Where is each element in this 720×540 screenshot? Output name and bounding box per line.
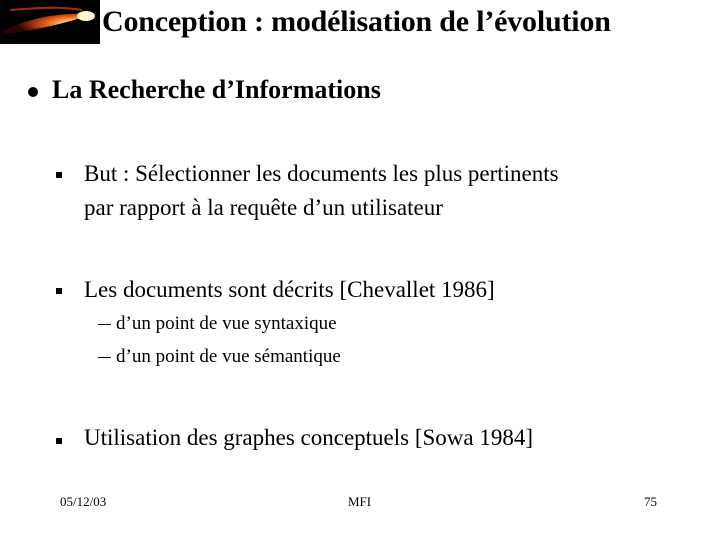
comet-logo xyxy=(0,0,100,44)
bullet-text: Utilisation des graphes conceptuels [Sowa 1984] xyxy=(84,425,534,450)
bullet-square xyxy=(56,438,62,444)
bullet-square xyxy=(56,172,62,178)
bullet-text: Les documents sont décrits [Chevallet 1986] xyxy=(84,277,495,302)
section-heading: La Recherche d’Informations xyxy=(52,75,381,104)
dash-marker xyxy=(98,357,111,358)
page-number: 75 xyxy=(644,494,657,509)
dash-marker xyxy=(98,324,111,325)
footer-center: MFI xyxy=(348,494,372,509)
footer-date: 05/12/03 xyxy=(60,494,107,509)
sub-bullet-text: d’un point de vue sémantique xyxy=(116,346,341,367)
sub-bullet-text: d’un point de vue syntaxique xyxy=(116,313,337,334)
bullet-square xyxy=(56,288,62,294)
slide-title: Conception : modélisation de l’évolution xyxy=(102,5,611,38)
bullet-text: But : Sélectionner les documents les plus pertinents xyxy=(84,161,559,186)
bullet-dot xyxy=(28,87,38,97)
bullet-text: par rapport à la requête d’un utilisateur xyxy=(84,195,443,220)
